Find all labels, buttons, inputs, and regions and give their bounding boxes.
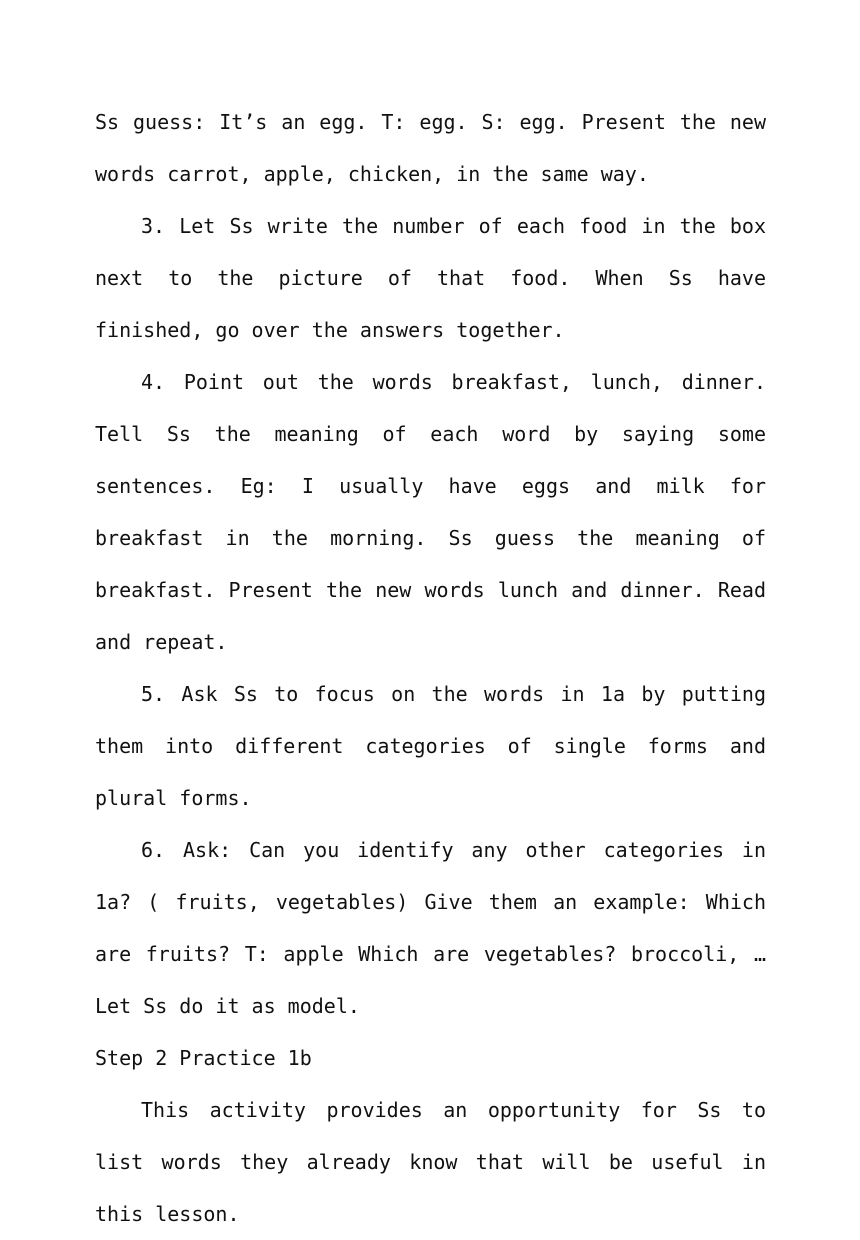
paragraph-practice: This activity provides an opportunity for Ss to list words they already know that will be useful in this lesson. [95, 1098, 766, 1226]
document-body [95, 96, 766, 1240]
paragraph-item-6: 6. Ask: Can you identify any other categories in 1a? ( fruits, vegetables) Give them an example: Which are fruits? T: apple Which are vegetables? broccoli, …Let Ss do it as model. [95, 838, 766, 1018]
paragraph-item-5: 5. Ask Ss to focus on the words in 1a by putting them into different categories of single forms and plural forms. [95, 682, 766, 810]
paragraph-continuation: Ss guess: It’s an egg. T: egg. S: egg. Present the new words carrot, apple, chicken, in the same way. [95, 110, 766, 186]
paragraph-item-3: 3. Let Ss write the number of each food in the box next to the picture of that food. When Ss have finished, go over the answers together. [95, 214, 766, 342]
paragraph-item-4: 4. Point out the words breakfast, lunch, dinner. Tell Ss the meaning of each word by saying some sentences. Eg: I usually have eggs and milk for breakfast in the morning. Ss guess the meaning of breakfast. Present the new words lunch and dinner. Read and repeat. [95, 370, 766, 654]
step-heading: Step 2 Practice 1b [95, 1046, 312, 1070]
